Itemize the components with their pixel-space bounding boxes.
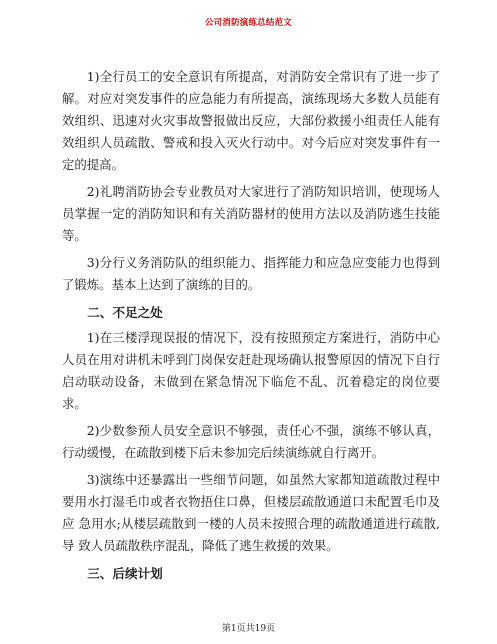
document-header-title: 公司消防演练总结范文 (204, 18, 292, 28)
document-body (62, 66, 440, 588)
page-number-footer: 第1页共19页 (221, 624, 276, 634)
section-heading-follow-up-plan: 三、后续计划 (87, 566, 163, 581)
paragraph-shortcoming-1: 1)在三楼浮现误报的情况下，没有按照预定方案进行，消防中心人员在用对讲机未呼到门岗保安赶赴现场确认报警原因的情况下自行启动联动设备，未做到在紧急情况下临危不乱、沉着稳定的岗位要求。 (62, 330, 440, 411)
paragraph-shortcoming-3: 3)演练中还暴露出一些细节问题，如虽然大家都知道疏散过程中要用水打湿毛巾或者衣物捂住口鼻，但楼层疏散通道口未配置毛巾及应 急用水;从楼层疏散到一楼的人员未按照合理的疏散通道进行疏散,导 致人员疏散秩序混乱，降低了逃生救援的效果。 (62, 472, 440, 553)
paragraph-achievement-3: 3)分行义务消防队的组织能力、指挥能力和应急应变能力也得到了锻炼。基本上达到了演练的目的。 (62, 255, 440, 292)
paragraph-achievement-1: 1)全行员工的安全意识有所提高，对消防安全常识有了进一步了解。对应对突发事件的应急能力有所提高，演练现场大多数人员能有效组织、迅速对火灾事故警报做出反应，大部份救援小组责任人能有效组织人员疏散、警戒和投入灭火行动中。对今后应对突发事件有一定的提高。 (62, 69, 440, 172)
paragraph-shortcoming-2: 2)少数参预人员安全意识不够强，责任心不强，演练不够认真，行动缓慢，在疏散到楼下后未参加完后续演练就自行离开。 (62, 423, 440, 460)
section-heading-shortcomings: 二、不足之处 (87, 305, 163, 320)
paragraph-achievement-2: 2)礼聘消防协会专业教员对大家进行了消防知识培训，使现场人员掌握一定的消防知识和有关消防器材的使用方法以及消防逃生技能等。 (62, 184, 440, 243)
